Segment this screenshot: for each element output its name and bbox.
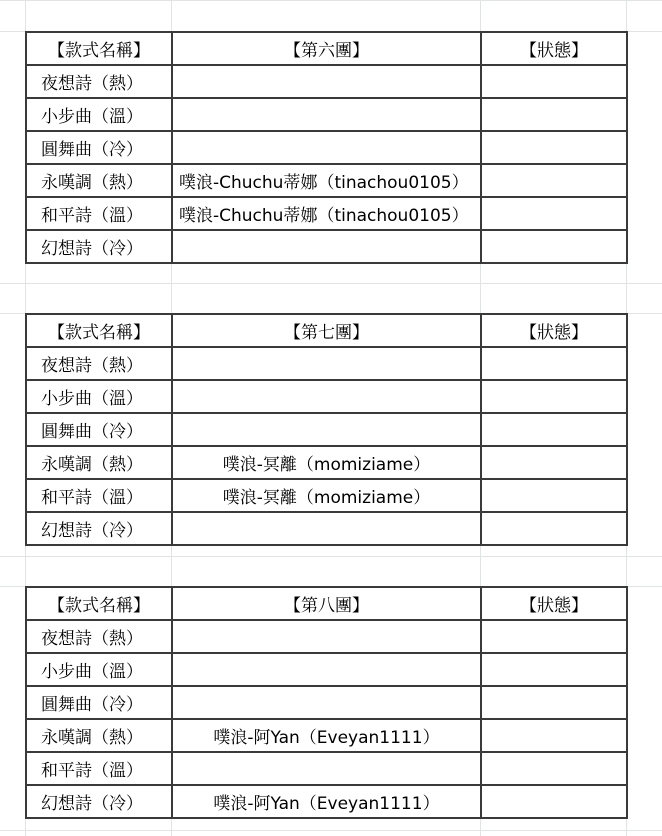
status-cell[interactable] — [481, 479, 627, 512]
status-cell[interactable] — [481, 686, 627, 719]
table-row — [26, 752, 627, 785]
header-status[interactable]: 【狀態】 — [481, 587, 627, 620]
style-name-cell[interactable]: 圓舞曲（冷） — [26, 131, 172, 164]
grid-line — [0, 556, 662, 557]
style-name-cell[interactable]: 幻想詩（冷） — [26, 785, 172, 818]
table-row — [26, 65, 627, 98]
table-row — [26, 347, 627, 380]
table-row — [26, 512, 627, 545]
plurk-user-cell[interactable]: 噗浪-阿Yan（Eveyan1111） — [172, 719, 481, 752]
table-row — [26, 719, 627, 752]
table-row — [26, 197, 627, 230]
style-name-cell[interactable]: 和平詩（溫） — [26, 197, 172, 230]
table-row — [26, 479, 627, 512]
style-name-cell[interactable]: 永嘆調（熱） — [26, 164, 172, 197]
table-row — [26, 98, 627, 131]
table-row — [26, 380, 627, 413]
header-group[interactable]: 【第八團】 — [172, 587, 481, 620]
plurk-user-cell[interactable] — [172, 686, 481, 719]
header-style-name[interactable]: 【款式名稱】 — [26, 314, 172, 347]
status-cell[interactable] — [481, 752, 627, 785]
table-row — [26, 131, 627, 164]
status-cell[interactable] — [481, 98, 627, 131]
plurk-user-cell[interactable]: 噗浪-冥離（momiziame） — [172, 479, 481, 512]
status-cell[interactable] — [481, 164, 627, 197]
plurk-user-cell[interactable] — [172, 653, 481, 686]
table-row — [26, 446, 627, 479]
table-row — [26, 164, 627, 197]
header-style-name[interactable]: 【款式名稱】 — [26, 32, 172, 65]
status-cell[interactable] — [481, 413, 627, 446]
plurk-user-cell[interactable] — [172, 65, 481, 98]
grid-line — [0, 830, 662, 831]
plurk-user-cell[interactable]: 噗浪-Chuchu蒂娜（tinachou0105） — [172, 197, 481, 230]
style-name-cell[interactable]: 幻想詩（冷） — [26, 230, 172, 263]
status-cell[interactable] — [481, 512, 627, 545]
table-row — [26, 620, 627, 653]
style-name-cell[interactable]: 和平詩（溫） — [26, 752, 172, 785]
plurk-user-cell[interactable] — [172, 131, 481, 164]
plurk-user-cell[interactable] — [172, 512, 481, 545]
status-cell[interactable] — [481, 347, 627, 380]
table-row — [26, 686, 627, 719]
plurk-user-cell[interactable]: 噗浪-冥離（momiziame） — [172, 446, 481, 479]
status-cell[interactable] — [481, 653, 627, 686]
status-cell[interactable] — [481, 197, 627, 230]
group-table-8 — [25, 586, 628, 819]
table-row — [26, 230, 627, 263]
table-header-row — [26, 314, 627, 347]
plurk-user-cell[interactable] — [172, 98, 481, 131]
plurk-user-cell[interactable] — [172, 230, 481, 263]
group-table-7 — [25, 313, 628, 546]
table-row — [26, 413, 627, 446]
status-cell[interactable] — [481, 785, 627, 818]
header-status[interactable]: 【狀態】 — [481, 314, 627, 347]
style-name-cell[interactable]: 圓舞曲（冷） — [26, 413, 172, 446]
style-name-cell[interactable]: 幻想詩（冷） — [26, 512, 172, 545]
plurk-user-cell[interactable] — [172, 620, 481, 653]
style-name-cell[interactable]: 永嘆調（熱） — [26, 719, 172, 752]
status-cell[interactable] — [481, 719, 627, 752]
plurk-user-cell[interactable] — [172, 347, 481, 380]
status-cell[interactable] — [481, 446, 627, 479]
style-name-cell[interactable]: 小步曲（溫） — [26, 98, 172, 131]
table-row — [26, 653, 627, 686]
style-name-cell[interactable]: 永嘆調（熱） — [26, 446, 172, 479]
table-header-row — [26, 32, 627, 65]
style-name-cell[interactable]: 和平詩（溫） — [26, 479, 172, 512]
header-style-name[interactable]: 【款式名稱】 — [26, 587, 172, 620]
status-cell[interactable] — [481, 620, 627, 653]
style-name-cell[interactable]: 小步曲（溫） — [26, 653, 172, 686]
group-table-6 — [25, 31, 628, 264]
plurk-user-cell[interactable] — [172, 380, 481, 413]
header-status[interactable]: 【狀態】 — [481, 32, 627, 65]
status-cell[interactable] — [481, 65, 627, 98]
status-cell[interactable] — [481, 380, 627, 413]
status-cell[interactable] — [481, 131, 627, 164]
plurk-user-cell[interactable] — [172, 752, 481, 785]
status-cell[interactable] — [481, 230, 627, 263]
plurk-user-cell[interactable]: 噗浪-Chuchu蒂娜（tinachou0105） — [172, 164, 481, 197]
plurk-user-cell[interactable]: 噗浪-阿Yan（Eveyan1111） — [172, 785, 481, 818]
header-group[interactable]: 【第七團】 — [172, 314, 481, 347]
style-name-cell[interactable]: 夜想詩（熱） — [26, 620, 172, 653]
table-row — [26, 785, 627, 818]
style-name-cell[interactable]: 圓舞曲（冷） — [26, 686, 172, 719]
header-group[interactable]: 【第六團】 — [172, 32, 481, 65]
style-name-cell[interactable]: 小步曲（溫） — [26, 380, 172, 413]
grid-line — [0, 283, 662, 284]
style-name-cell[interactable]: 夜想詩（熱） — [26, 347, 172, 380]
plurk-user-cell[interactable] — [172, 413, 481, 446]
table-header-row — [26, 587, 627, 620]
style-name-cell[interactable]: 夜想詩（熱） — [26, 65, 172, 98]
grid-line — [0, 0, 662, 1]
